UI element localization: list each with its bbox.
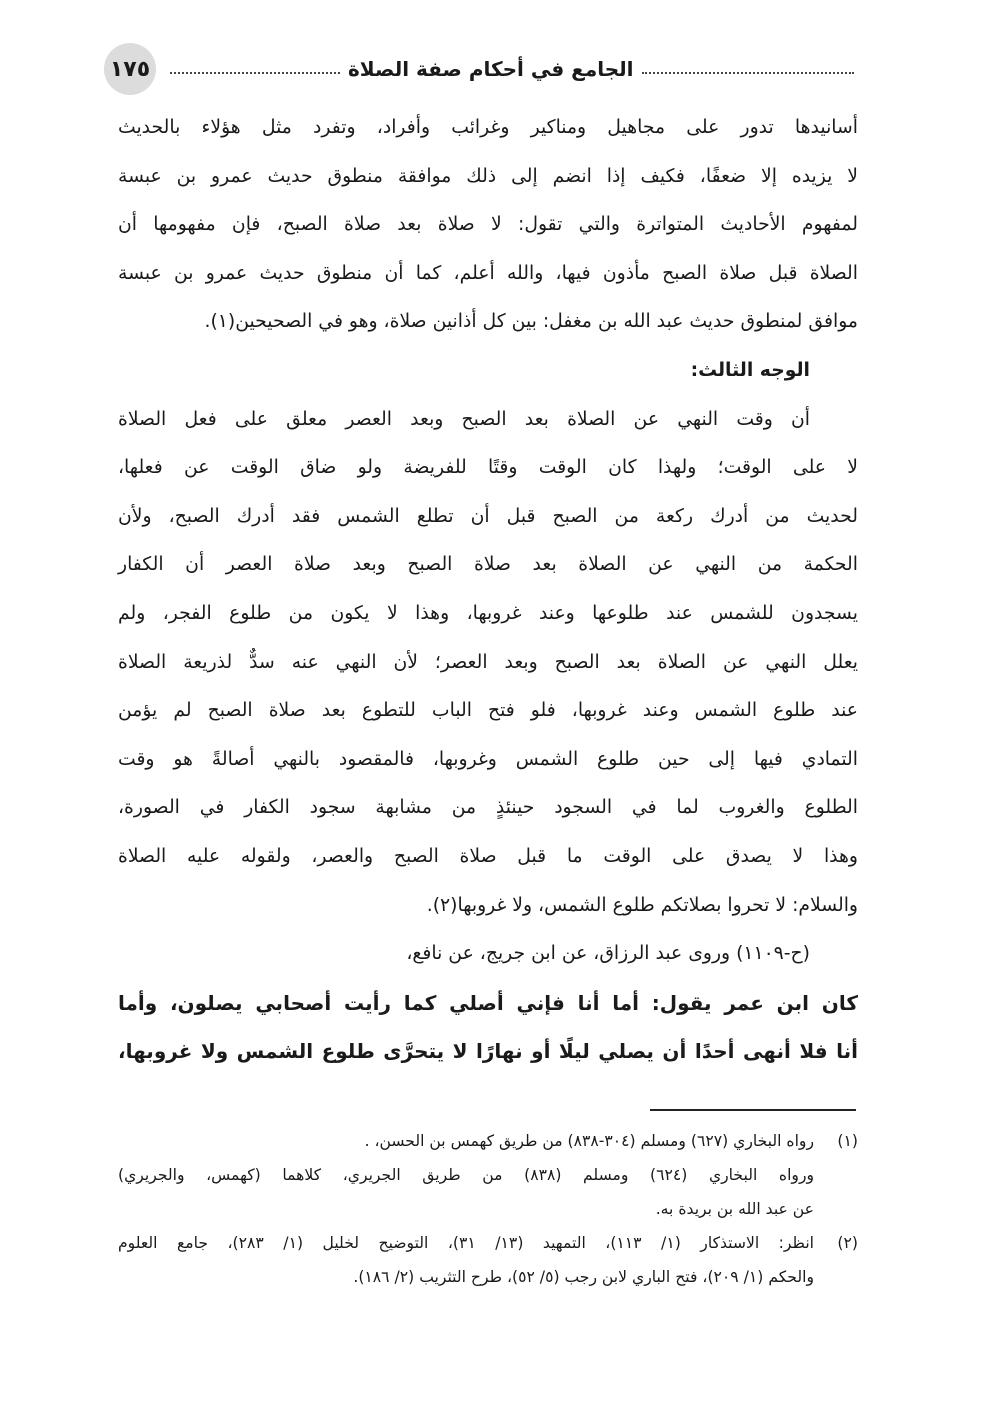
text-line: التمادي فيها إلى حين طلوع الشمس وغروبها، فالمقصود بالنهي أصالةً هو وقت	[118, 748, 858, 770]
footnote-line: ورواه البخاري (٦٢٤) ومسلم (٨٣٨) من طريق الجريري، كلاهما (كهمس، والجريري)	[118, 1166, 814, 1184]
text-line: الصلاة قبل صلاة الصبح مأذون فيها، والله أعلم، كما أن منطوق حديث عمرو بن عبسة	[118, 262, 858, 284]
hadith-text: أنا فلا أنهى أحدًا أن يصلي ليلًا أو نهارًا لا يتحرَّى طلوع الشمس ولا غروبها،	[118, 1039, 858, 1064]
hadith-text: كان ابن عمر يقول: أما أنا فإني أصلي كما رأيت أصحابي يصلون، وأما	[118, 990, 858, 1015]
footnote-separator	[650, 1109, 856, 1111]
text-line: الطلوع والغروب لما في السجود حينئذٍ من مشابهة سجود الكفار في الصورة،	[118, 797, 858, 819]
footnote-number: (١)	[837, 1132, 858, 1150]
book-title: الجامع في أحكام صفة الصلاة	[348, 57, 634, 81]
header-dots-left	[170, 72, 340, 74]
footnote-number: (٢)	[837, 1234, 858, 1252]
text-line: موافق لمنطوق حديث عبد الله بن مغفل: بين كل أذانين صلاة، وهو في الصحيحين(١).	[204, 311, 858, 333]
footnote-line: انظر: الاستذكار (١/ ١١٣)، التمهيد (١٣/ ٣١)، التوضيح لخليل (١/ ٢٨٣)، جامع العلوم	[118, 1234, 814, 1252]
footnotes	[118, 1124, 858, 1294]
text-line: والسلام: لا تحروا بصلاتكم طلوع الشمس، ولا غروبها(٢).	[426, 894, 858, 916]
page-number-badge: ١٧٥	[104, 43, 156, 95]
section-heading: الوجه الثالث:	[690, 359, 810, 381]
text-line: أن وقت النهي عن الصلاة بعد الصبح وبعد العصر معلق على فعل الصلاة	[118, 408, 810, 430]
header-dots-right	[642, 72, 855, 74]
text-line: الحكمة من النهي عن الصلاة بعد صلاة الصبح وبعد صلاة العصر أن الكفار	[118, 554, 858, 576]
text-line: لا على الوقت؛ ولهذا كان الوقت وقتًا للفريضة ولو ضاق الوقت عن فعلها،	[118, 457, 858, 479]
text-line: أسانيدها تدور على مجاهيل ومناكير وغرائب وأفراد، وتفرد مثل هؤلاء بالحديث	[118, 117, 858, 138]
text-line: يعلل النهي عن الصلاة بعد الصبح وبعد العصر؛ لأن النهي عنه سدٌّ لذريعة الصلاة	[118, 651, 858, 673]
text-line: وهذا لا يصدق على الوقت ما قبل صلاة الصبح والعصر، ولقوله عليه الصلاة	[118, 845, 858, 867]
footnote-line: عن عبد الله بن بريدة به.	[655, 1200, 814, 1218]
text-line: عند طلوع الشمس وعند غروبها، فلو فتح الباب للتطوع بعد صلاة الصبح لم يؤمن	[118, 700, 858, 722]
running-header	[104, 44, 860, 94]
footnote	[118, 1124, 858, 1226]
footnote-text	[118, 1226, 814, 1294]
text-line: لمفهوم الأحاديث المتواترة والتي تقول: لا صلاة بعد صلاة الصبح، فإن مفهومها أن	[118, 214, 858, 236]
main-text	[118, 104, 858, 1076]
footnote	[118, 1226, 858, 1294]
footnote-line: والحكم (١/ ٢٠٩)، فتح الباري لابن رجب (٥/ ٥٢)، طرح التثريب (٢/ ١٨٦).	[353, 1268, 814, 1286]
hadith-intro: (ح-١١٠٩) وروى عبد الرزاق، عن ابن جريج، عن نافع،	[406, 943, 810, 965]
footnote-line: رواه البخاري (٦٢٧) ومسلم (٣٠٤-٨٣٨) من طريق كهمس بن الحسن، .	[364, 1132, 814, 1150]
footnote-text	[118, 1124, 814, 1226]
text-line: يسجدون للشمس عند طلوعها وعند غروبها، وهذا لا يكون من طلوع الفجر، ولم	[118, 602, 858, 624]
text-line: لا يزيده إلا ضعفًا، فكيف إذا انضم إلى ذلك موافقة منطوق حديث عمرو بن عبسة	[118, 165, 858, 187]
text-line: لحديث من أدرك ركعة من الصبح قبل أن تطلع الشمس فقد أدرك الصبح، ولأن	[118, 505, 858, 527]
